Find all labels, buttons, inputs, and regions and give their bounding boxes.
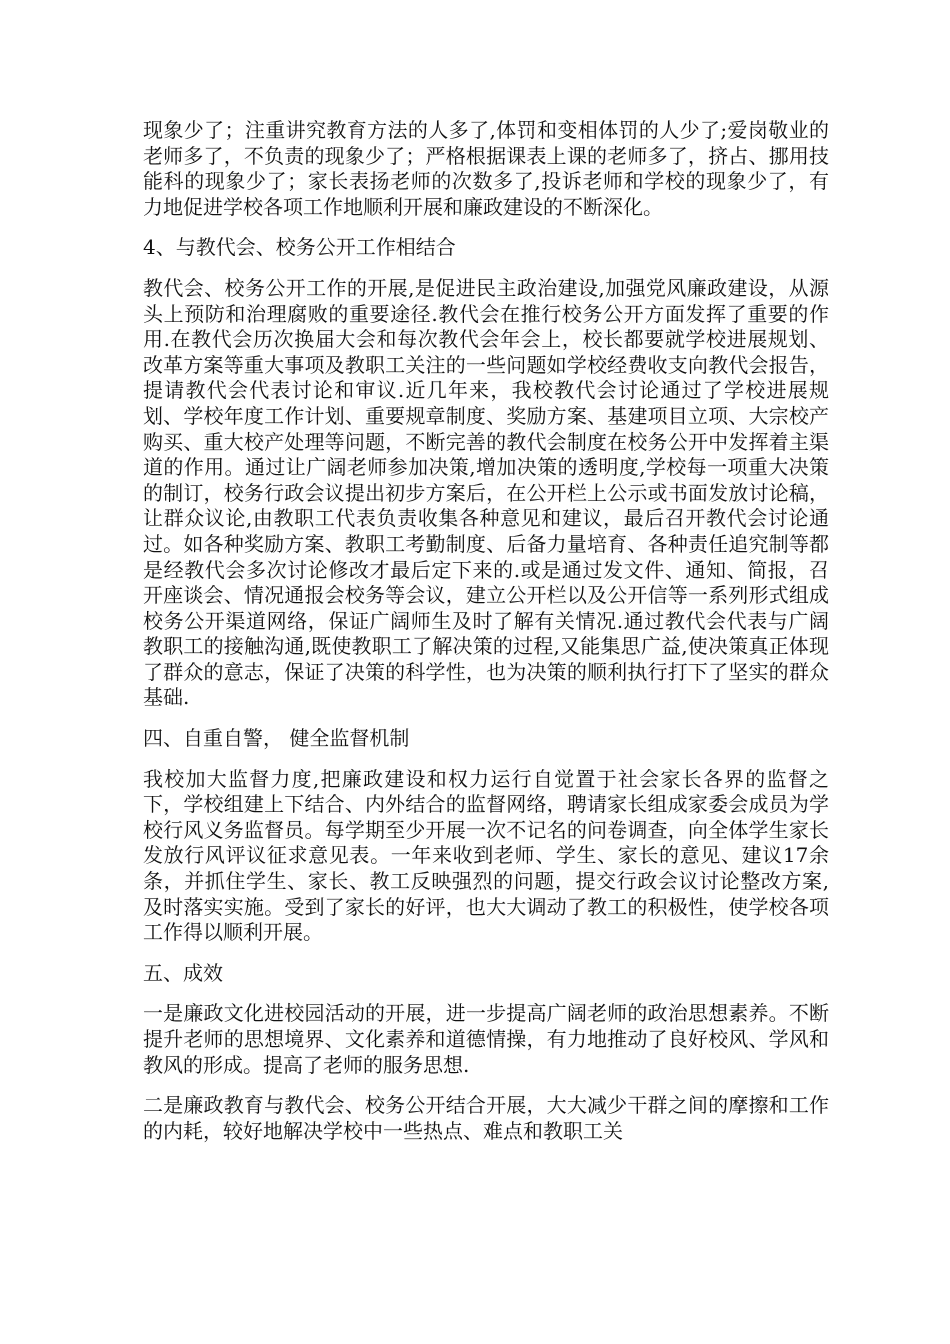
section-heading: 五、成效 [143,960,223,985]
section-heading: 四、自重自警， 健全监督机制 [143,726,410,751]
paragraph: 教代会、校务公开工作的开展,是促进民主政治建设,加强党风廉政建设，从源头上预防和治理腐败的重要途径.教代会在推行校务公开方面发挥了重要的作用.在教代会历次换届大会和每次教代会年会上，校长都要就学校进展规划、改革方案等重大事项及教职工关注的一些问题如学校经费收支向教代会报告，提请教代会代表讨论和审议.近几年来，我校教代会讨论通过了学校进展规划、学校年度工作计划、重要规章制度、奖励方案、基建项目立项、大宗校产购买、重大校产处理等问题，不断完善的教代会制度在校务公开中发挥着主渠道的作用。通过让广阔老师参加决策,增加决策的透明度,学校每一项重大决策的制订，校务行政会议提出初步方案后，在公开栏上公示或书面发放讨论稿，让群众议论,由教职工代表负责收集各种意见和建议，最后召开教代会讨论通过。如各种奖励方案、教职工考勤制度、后备力量培育、各种责任追究制等都是经教代会多次讨论修改才最后定下来的.或是通过发文件、通知、简报，召开座谈会、情况通报会校务等会议，建立公开栏以及公开信等一系列形式组成校务公开渠道网络，保证广阔师生及时了解有关情况.通过教代会代表与广阔教职工的接触沟通,既使教职工了解决策的过程,又能集思广益,使决策真正体现了群众的意志，保证了决策的科学性，也为决策的顺利执行打下了坚实的群众基础. [143,275,829,710]
paragraph: 一是廉政文化进校园活动的开展，进一步提高广阔老师的政治思想素养。不断提升老师的思想境界、文化素养和道德情操，有力地推动了良好校风、学风和教风的形成。提高了老师的服务思想. [143,1001,829,1077]
section-heading: 4、与教代会、校务公开工作相结合 [143,235,456,260]
paragraph: 我校加大监督力度,把廉政建设和权力运行自觉置于社会家长各界的监督之下，学校组建上下结合、内外结合的监督网络，聘请家长组成家委会成员为学校行风义务监督员。每学期至少开展一次不记名的问卷调查，向全体学生家长发放行风评议征求意见表。一年来收到老师、学生、家长的意见、建议17余条，并抓住学生、家长、教工反映强烈的问题，提交行政会议讨论整改方案,及时落实实施。受到了家长的好评，也大大调动了教工的积极性，使学校各项工作得以顺利开展。 [143,766,829,945]
document-page [143,118,829,1159]
paragraph: 二是廉政教育与教代会、校务公开结合开展，大大减少干群之间的摩擦和工作的内耗，较好地解决学校中一些热点、难点和教职工关 [143,1093,829,1143]
paragraph: 现象少了；注重讲究教育方法的人多了,体罚和变相体罚的人少了;爱岗敬业的老师多了，不负责的现象少了；严格根据课表上课的老师多了，挤占、挪用技能科的现象少了；家长表扬老师的次数多了,投诉老师和学校的现象少了，有力地促进学校各项工作地顺利开展和廉政建设的不断深化。 [143,118,829,219]
